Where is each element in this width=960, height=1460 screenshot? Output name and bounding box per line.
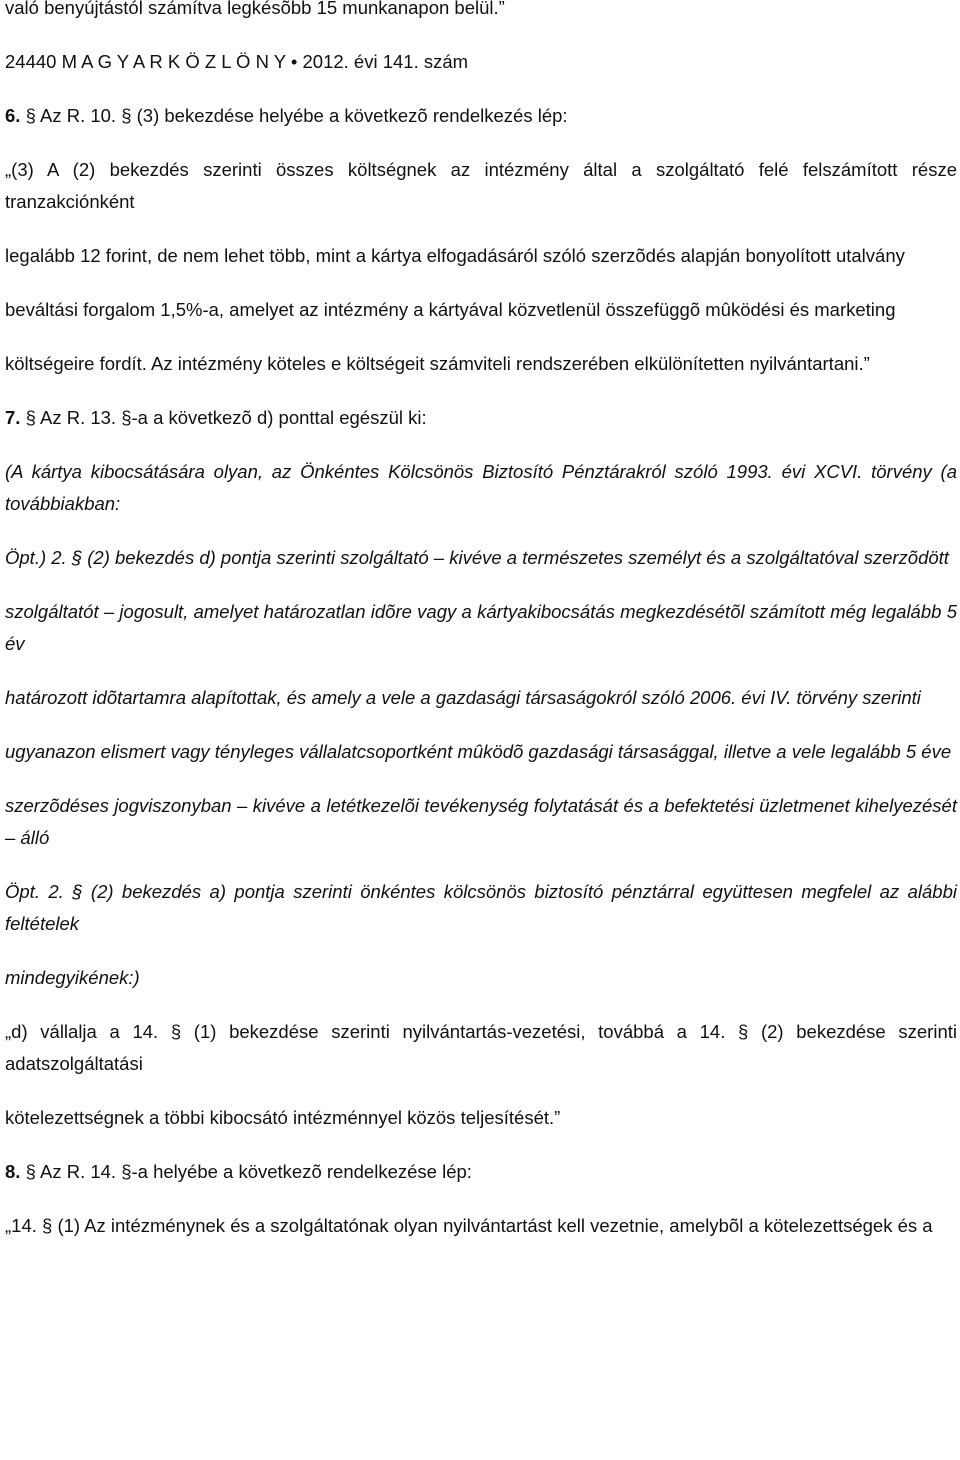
italic-line-4: határozott idõtartamra alapítottak, és amely a vele a gazdasági társaságokról szóló 2006. évi IV. törvény szerinti bbox=[5, 687, 921, 708]
section-text: § Az R. 14. §-a helyébe a következõ rendelkezése lép: bbox=[25, 1161, 472, 1182]
italic-line-1: (A kártya kibocsátására olyan, az Önkéntes Kölcsönös Biztosító Pénztárakról szóló 1993. évi XCVI. törvény (a továbbiakban: bbox=[5, 461, 957, 514]
section-number: 6. bbox=[5, 105, 21, 126]
section-6-heading bbox=[5, 100, 957, 132]
section-14-text: „14. § (1) Az intézménynek és a szolgáltatónak olyan nyilvántartást kell vezetnie, amelybõl a kötelezettségek és a bbox=[5, 1215, 933, 1236]
italic-line-2: Öpt.) 2. § (2) bekezdés d) pontja szerinti szolgáltató – kivéve a természetes személyt és a szolgáltatóval szerzõdött bbox=[5, 547, 949, 568]
point-d-text: „d) vállalja a 14. § (1) bekezdése szerinti nyilvántartás-vezetési, továbbá a 14. § (2) bekezdése szerinti adatszolgáltatási bbox=[5, 1021, 957, 1074]
italic-line-8: mindegyikének:) bbox=[5, 967, 140, 988]
gazette-header: 24440 M A G Y A R K Ö Z L Ö N Y • 2012. évi 141. szám bbox=[5, 51, 469, 72]
document-page bbox=[5, 0, 957, 1242]
italic-line-3: szolgáltatót – jogosult, amelyet határozatlan idõre vagy a kártyakibocsátás megkezdésétõl számított még legalább 5 év bbox=[5, 601, 957, 654]
italic-line-5: ugyanazon elismert vagy tényleges vállalatcsoportként mûködõ gazdasági társasággal, illetve a vele legalább 5 éve bbox=[5, 741, 952, 762]
section-7-heading bbox=[5, 402, 957, 434]
section-text: § Az R. 10. § (3) bekezdése helyébe a következõ rendelkezés lép: bbox=[25, 105, 568, 126]
paragraph-3-intro: „(3) A (2) bekezdés szerinti összes költségnek az intézmény által a szolgáltató felé felszámított része tranzakciónként bbox=[5, 159, 957, 212]
section-number: 7. bbox=[5, 407, 21, 428]
section-number: 8. bbox=[5, 1161, 21, 1182]
paragraph-3-line-4: költségeire fordít. Az intézmény köteles e költségeit számviteli rendszerében elkülönítetten nyilvántartani.” bbox=[5, 353, 870, 374]
italic-line-7: Öpt. 2. § (2) bekezdés a) pontja szerinti önkéntes kölcsönös biztosító pénztárral együttesen megfelel az alábbi feltételek bbox=[5, 881, 957, 934]
paragraph-3-line-2: legalább 12 forint, de nem lehet több, mint a kártya elfogadásáról szóló szerzõdés alapján bonyolított utalvány bbox=[5, 245, 905, 266]
text-line-1: való benyújtástól számítva legkésõbb 15 munkanapon belül.” bbox=[5, 0, 505, 18]
section-text: § Az R. 13. §-a a következõ d) ponttal egészül ki: bbox=[25, 407, 427, 428]
italic-line-6: szerzõdéses jogviszonyban – kivéve a letétkezelõi tevékenység folytatását és a befektetési üzletmenet kihelyezését – álló bbox=[5, 795, 957, 848]
paragraph-3-line-3: beváltási forgalom 1,5%-a, amelyet az intézmény a kártyával közvetlenül összefüggõ mûködési és marketing bbox=[5, 299, 896, 320]
point-d-end: kötelezettségnek a többi kibocsátó intézménnyel közös teljesítését.” bbox=[5, 1107, 561, 1128]
section-8-heading bbox=[5, 1156, 957, 1188]
